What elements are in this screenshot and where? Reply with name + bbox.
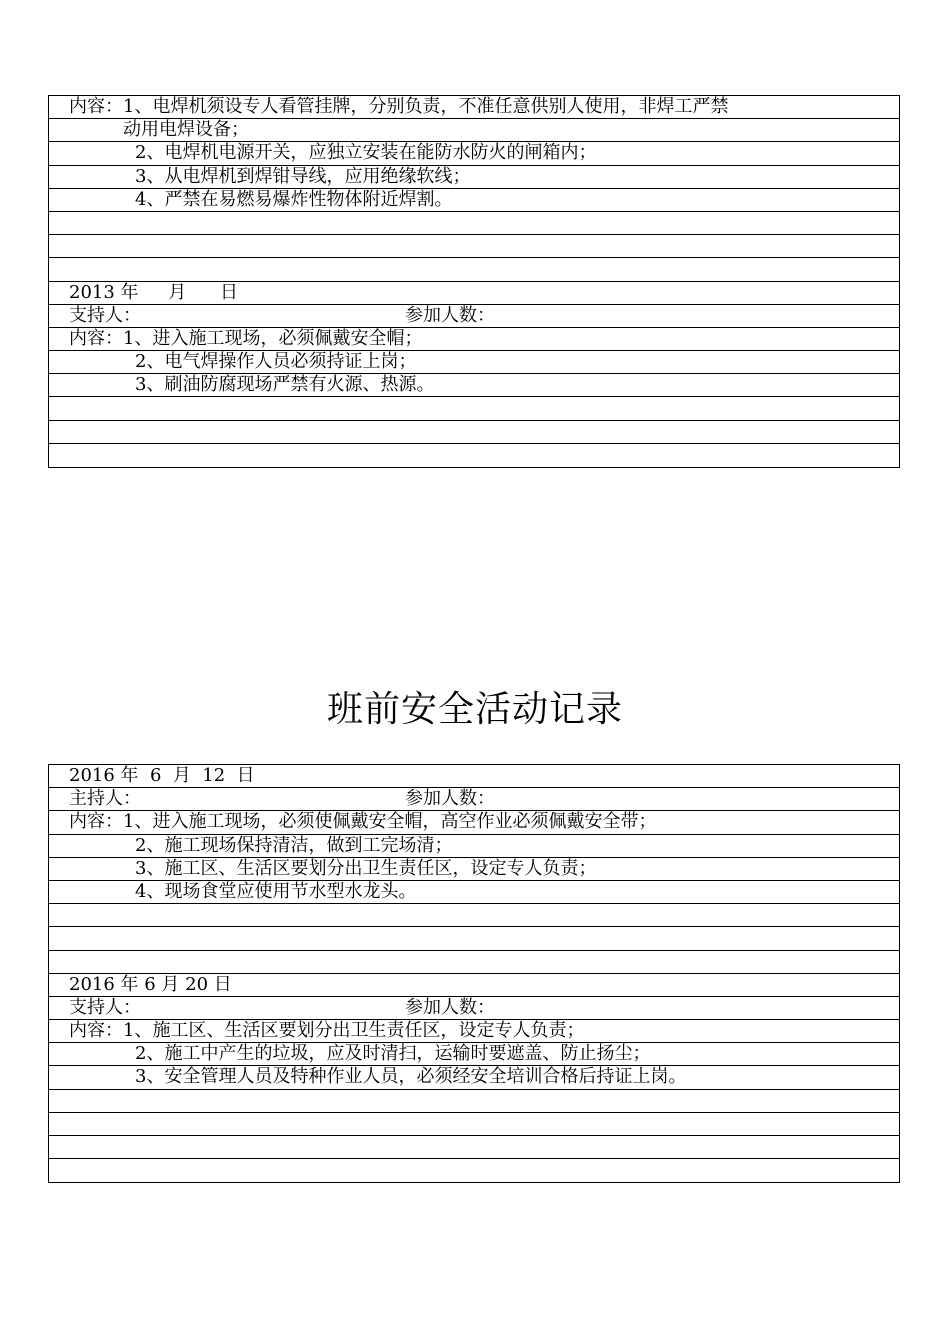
blank-row: [49, 1090, 899, 1113]
content-row: [49, 1020, 899, 1043]
host-row: [49, 997, 899, 1020]
content-text: 2、施工中产生的垃圾，应及时清扫，运输时要遮盖、防止扬尘；: [135, 1043, 651, 1065]
record-table-top: [48, 95, 900, 468]
blank-row: [49, 1159, 899, 1182]
content-row: [49, 96, 899, 119]
date-row: [49, 282, 899, 305]
blank-row: [49, 1113, 899, 1136]
page-title: 班前安全活动记录: [326, 689, 623, 730]
content-text: 3、从电焊机到焊钳导线，应用绝缘软线；: [135, 165, 471, 187]
host-row: [49, 788, 899, 811]
host-label: 支持人：: [69, 304, 141, 326]
content-text: 4、严禁在易燃易爆炸性物体附近焊割。: [135, 188, 453, 210]
content-text: 3、施工区、生活区要划分出卫生责任区，设定专人负责；: [135, 857, 597, 879]
attendees-label: 参加人数：: [405, 304, 495, 326]
content-text: 4、现场食堂应使用节水型水龙头。: [135, 880, 417, 902]
content-text: 2、施工现场保持清洁，做到工完场清；: [135, 834, 453, 856]
date-row: [49, 765, 899, 788]
blank-row: [49, 927, 899, 950]
date-row: [49, 974, 899, 997]
content-row: [49, 1043, 899, 1066]
blank-row: [49, 444, 899, 467]
blank-row: [49, 258, 899, 281]
content-row: [49, 351, 899, 374]
content-row: [49, 1066, 899, 1089]
blank-row: [49, 235, 899, 258]
content-text: 3、刷油防腐现场严禁有火源、热源。: [135, 374, 435, 396]
content-row: [49, 142, 899, 165]
attendees-label: 参加人数：: [405, 788, 495, 810]
content-text: 2、电气焊操作人员必须持证上岗；: [135, 351, 417, 373]
blank-row: [49, 397, 899, 420]
record-table-bottom: [48, 764, 900, 1183]
blank-row: [49, 904, 899, 927]
attendees-label: 参加人数：: [405, 996, 495, 1018]
content-row: [49, 881, 899, 904]
blank-row: [49, 212, 899, 235]
content-text: 动用电焊设备；: [123, 119, 249, 141]
blank-row: [49, 1136, 899, 1159]
content-text: 内容：1、进入施工现场，必须使佩戴安全帽，高空作业必须佩戴安全带；: [69, 811, 657, 833]
content-row: [49, 811, 899, 834]
date-day: 日: [220, 281, 238, 303]
content-text: 3、安全管理人员及特种作业人员，必须经安全培训合格后持证上岗。: [135, 1066, 687, 1088]
blank-row: [49, 951, 899, 974]
blank-row: [49, 421, 899, 444]
content-row: [49, 119, 899, 142]
date-year: 2013 年: [69, 281, 139, 303]
host-label: 支持人：: [69, 996, 141, 1018]
date-month: 月: [168, 281, 187, 303]
content-row: [49, 374, 899, 397]
host-row: [49, 305, 899, 328]
content-row: [49, 189, 899, 212]
content-row: [49, 328, 899, 351]
content-text: 2、电焊机电源开关，应独立安装在能防水防火的闸箱内；: [135, 142, 597, 164]
content-row: [49, 166, 899, 189]
content-row: [49, 835, 899, 858]
content-text: 内容：1、施工区、生活区要划分出卫生责任区，设定专人负责；: [69, 1020, 585, 1042]
date-text: 2016 年 6 月 12 日: [69, 765, 255, 786]
content-row: [49, 858, 899, 881]
date-text: 2016 年 6 月 20 日: [69, 973, 232, 995]
content-text: 内容：1、进入施工现场，必须佩戴安全帽；: [69, 327, 423, 349]
content-text: 内容：1、电焊机须设专人看管挂牌，分别负责，不准任意供别人使用，非焊工严禁: [69, 96, 729, 117]
host-label: 主持人：: [69, 788, 141, 810]
